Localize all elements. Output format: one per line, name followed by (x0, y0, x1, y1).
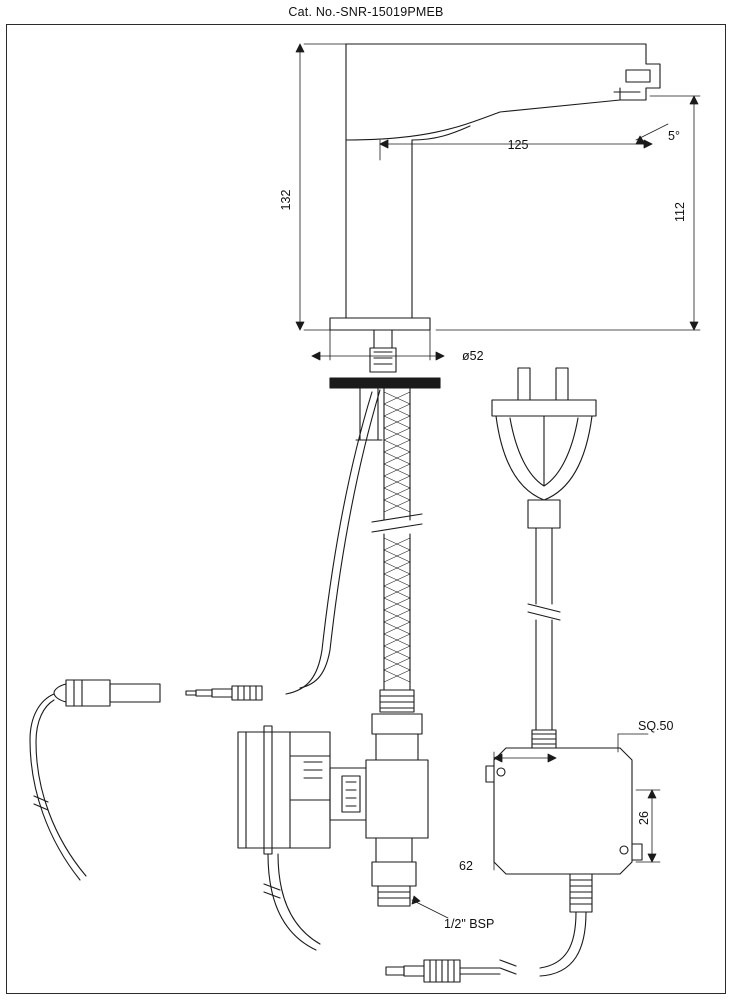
faucet-base (330, 318, 440, 440)
dim-26: 26 (637, 811, 651, 825)
dim-62: 62 (459, 859, 473, 873)
control-box (386, 748, 642, 982)
dim-angle-5: 5° (668, 129, 680, 143)
dim-112: 112 (673, 202, 687, 222)
dim-132: 132 (279, 189, 293, 211)
mixer-assembly (238, 726, 428, 950)
page-title: Cat. No.-SNR-15019PMEB (288, 5, 444, 19)
sensor-cable-upper (30, 390, 380, 880)
power-plug (492, 368, 596, 748)
dim-sq-50: SQ.50 (638, 719, 674, 733)
dim-diameter-52: ø52 (462, 349, 484, 363)
dim-125: 125 (507, 138, 529, 152)
dim-half-inch-bsp: 1/2" BSP (444, 917, 495, 931)
faucet-body (346, 44, 660, 318)
